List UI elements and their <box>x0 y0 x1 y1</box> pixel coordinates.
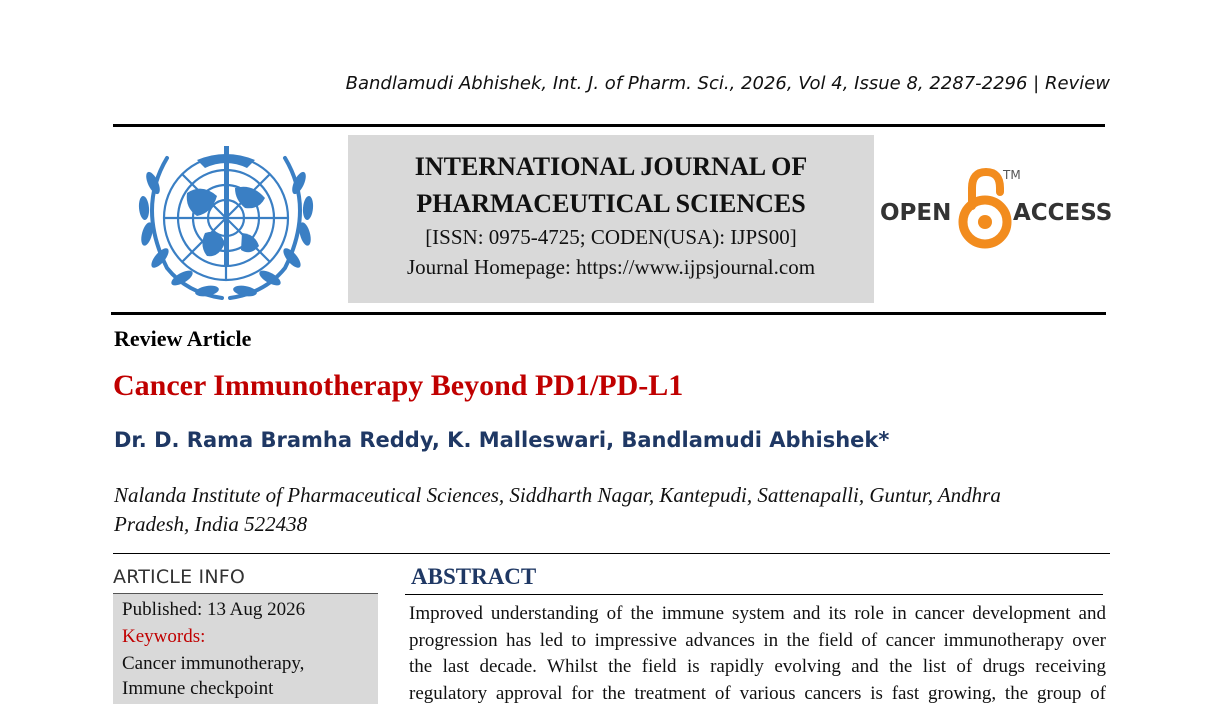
journal-homepage[interactable]: Journal Homepage: https://www.ijpsjournal.com <box>348 252 874 282</box>
affiliation-line2: Pradesh, India 522438 <box>114 510 1104 539</box>
article-title: Cancer Immunotherapy Beyond PD1/PD-L1 <box>113 369 683 403</box>
journal-title-line1: INTERNATIONAL JOURNAL OF <box>348 148 874 185</box>
abstract-underline <box>405 594 1103 595</box>
article-info-box <box>113 593 378 704</box>
abstract-line-2: progression has led to impressive advances in the field of cancer immunotherapy over <box>409 628 1106 655</box>
article-info-heading: ARTICLE INFO <box>113 566 245 588</box>
open-access-word2: ACCESS <box>1013 200 1112 226</box>
keyword-line-1: Cancer immunotherapy, <box>122 653 304 675</box>
keyword-line-2: Immune checkpoint <box>122 678 273 700</box>
un-emblem-icon <box>127 138 325 306</box>
abstract-line-4: regulatory approval for the treatment of various cancers is fast growing, the group of <box>409 681 1106 707</box>
trademark-mark: TM <box>1003 168 1021 182</box>
article-type: Review Article <box>114 326 251 352</box>
journal-title <box>348 148 874 222</box>
affiliation <box>114 481 1104 539</box>
open-access-icon <box>880 166 1106 252</box>
abstract-line-1: Improved understanding of the immune system and its role in cancer development and <box>409 601 1106 628</box>
header-bottom-rule <box>111 312 1106 315</box>
open-access-word1: OPEN <box>880 200 951 226</box>
abstract-body <box>409 601 1106 707</box>
keywords-label: Keywords: <box>122 626 205 648</box>
journal-masthead <box>348 135 874 303</box>
section-divider <box>113 553 1110 554</box>
header-top-rule <box>113 124 1105 127</box>
abstract-heading: ABSTRACT <box>411 564 536 590</box>
running-head: Bandlamudi Abhishek, Int. J. of Pharm. Sci., 2026, Vol 4, Issue 8, 2287-2296 | Review <box>346 73 1110 94</box>
journal-issn: [ISSN: 0975-4725; CODEN(USA): IJPS00] <box>348 222 874 252</box>
affiliation-line1: Nalanda Institute of Pharmaceutical Sciences, Siddharth Nagar, Kantepudi, Sattenapalli, Guntur, Andhra <box>114 481 1104 510</box>
abstract-line-3: the last decade. Whilst the field is rapidly evolving and the list of drugs receiving <box>409 654 1106 681</box>
author-list: Dr. D. Rama Bramha Reddy, K. Malleswari, Bandlamudi Abhishek* <box>114 428 889 452</box>
journal-title-line2: PHARMACEUTICAL SCIENCES <box>348 185 874 222</box>
published-date: Published: 13 Aug 2026 <box>122 599 305 621</box>
